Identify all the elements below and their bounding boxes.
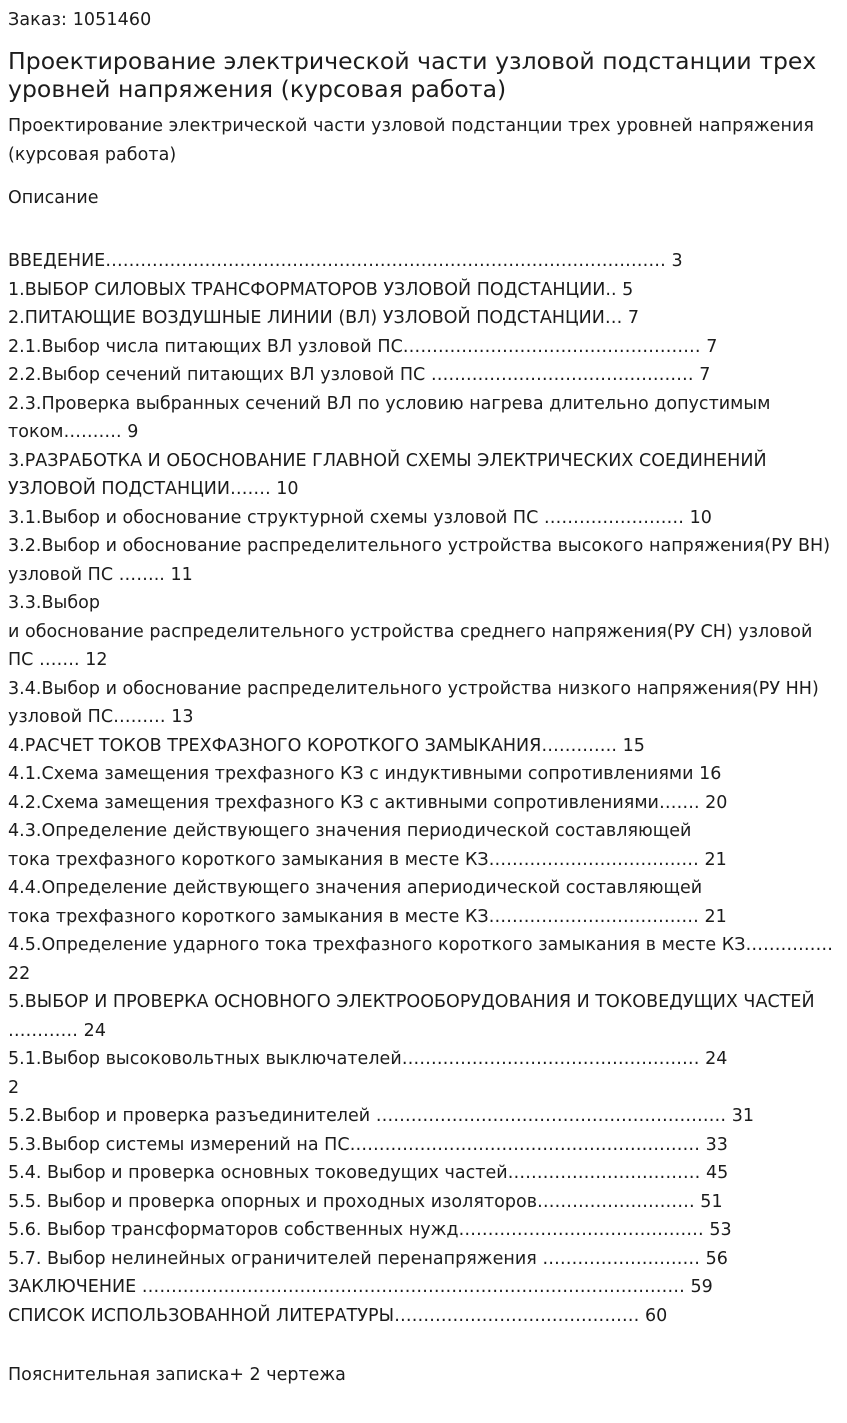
page-subtitle: Проектирование электрической части узловой подстанции трех уровней напряжения (курсовая работа) — [8, 116, 814, 165]
toc-item: 3.2.Выбор и обоснование распределительного устройства высокого напряжения(РУ ВН) узловой ПС …….. 11 — [8, 536, 831, 585]
toc-item: 4.3.Определение действующего значения периодической составляющей тока трехфазного короткого замыкания в месте КЗ……………………………… 21 — [8, 821, 727, 870]
toc-item: 4.5.Определение ударного тока трехфазного короткого замыкания в месте КЗ…………… 22 — [8, 935, 834, 984]
toc-item: 4.2.Схема замещения трехфазного КЗ с активными сопротивлениями……. 20 — [8, 792, 728, 813]
toc-item: 5.4. Выбор и проверка основных токоведущих частей…………………………… 45 — [8, 1163, 729, 1183]
page-title: Проектирование электрической части узловой подстанции трех уровней напряжения (курсовая работа) — [8, 47, 817, 103]
toc-item: 5.1.Выбор высоковольтных выключателей…………………………………………… 24 2 — [8, 1049, 728, 1098]
description-heading: Описание — [8, 188, 99, 208]
toc-item: 5.5. Выбор и проверка опорных и проходных изоляторов……………………… 51 — [8, 1191, 723, 1212]
toc-item: СПИСОК ИСПОЛЬЗОВАННОЙ ЛИТЕРАТУРЫ…………………………………… 60 — [8, 1305, 668, 1326]
toc-item: 5.6. Выбор трансформаторов собственных нужд…………………………………… 53 — [8, 1220, 732, 1240]
table-of-contents — [8, 247, 839, 1330]
toc-item: 3.4.Выбор и обоснование распределительного устройства низкого напряжения(РУ НН) узловой ПС……… 13 — [8, 678, 819, 727]
toc-item: 5.7. Выбор нелинейных ограничителей перенапряжения ……………………… 56 — [8, 1248, 728, 1269]
order-number: Заказ: 1051460 — [8, 10, 152, 30]
toc-item: 2.ПИТАЮЩИЕ ВОЗДУШНЫЕ ЛИНИИ (ВЛ) УЗЛОВОЙ ПОДСТАНЦИИ… 7 — [8, 308, 640, 328]
toc-item: 2.1.Выбор числа питающих ВЛ узловой ПС…………………………………………… 7 — [8, 336, 718, 357]
toc-item: 4.1.Схема замещения трехфазного КЗ с индуктивными сопротивлениями 16 — [8, 764, 722, 784]
toc-item: 3.1.Выбор и обоснование структурной схемы узловой ПС …………………… 10 — [8, 507, 712, 528]
toc-item: 3.РАЗРАБОТКА И ОБОСНОВАНИЕ ГЛАВНОЙ СХЕМЫ ЭЛЕКТРИЧЕСКИХ СОЕДИНЕНИЙ УЗЛОВОЙ ПОДСТАНЦИИ……. 10 — [8, 450, 767, 499]
toc-item: 2.3.Проверка выбранных сечений ВЛ по условию нагрева длительно допустимым током………. 9 — [8, 393, 771, 442]
toc-item: 4.РАСЧЕТ ТОКОВ ТРЕХФАЗНОГО КОРОТКОГО ЗАМЫКАНИЯ…………. 15 — [8, 735, 645, 756]
toc-item: 5.3.Выбор системы измерений на ПС…………………………………………………… 33 — [8, 1134, 728, 1155]
toc-item: 5.2.Выбор и проверка разъединителей …………………………………………………… 31 — [8, 1106, 755, 1126]
toc-item: 5.ВЫБОР И ПРОВЕРКА ОСНОВНОГО ЭЛЕКТРООБОРУДОВАНИЯ И ТОКОВЕДУЩИХ ЧАСТЕЙ ………… 24 — [8, 992, 815, 1041]
toc-item: 4.4.Определение действующего значения апериодической составляющей тока трехфазного короткого замыкания в месте КЗ……………………………… 21 — [8, 878, 727, 927]
deliverables-note: Пояснительная записка+ 2 чертежа — [8, 1365, 346, 1385]
toc-item: 3.3.Выбор и обоснование распределительного устройства среднего напряжения(РУ СН) узловой ПС ……. 12 — [8, 593, 813, 670]
toc-item: 2.2.Выбор сечений питающих ВЛ узловой ПС ……………………………………… 7 — [8, 365, 711, 385]
toc-item: ВВЕДЕНИЕ…………………………………………………………………………………… 3 — [8, 251, 683, 271]
toc-item: ЗАКЛЮЧЕНИЕ ………………………………………………………………………………… 59 — [8, 1277, 713, 1297]
toc-item: 1.ВЫБОР СИЛОВЫХ ТРАНСФОРМАТОРОВ УЗЛОВОЙ ПОДСТАНЦИИ.. 5 — [8, 279, 634, 300]
